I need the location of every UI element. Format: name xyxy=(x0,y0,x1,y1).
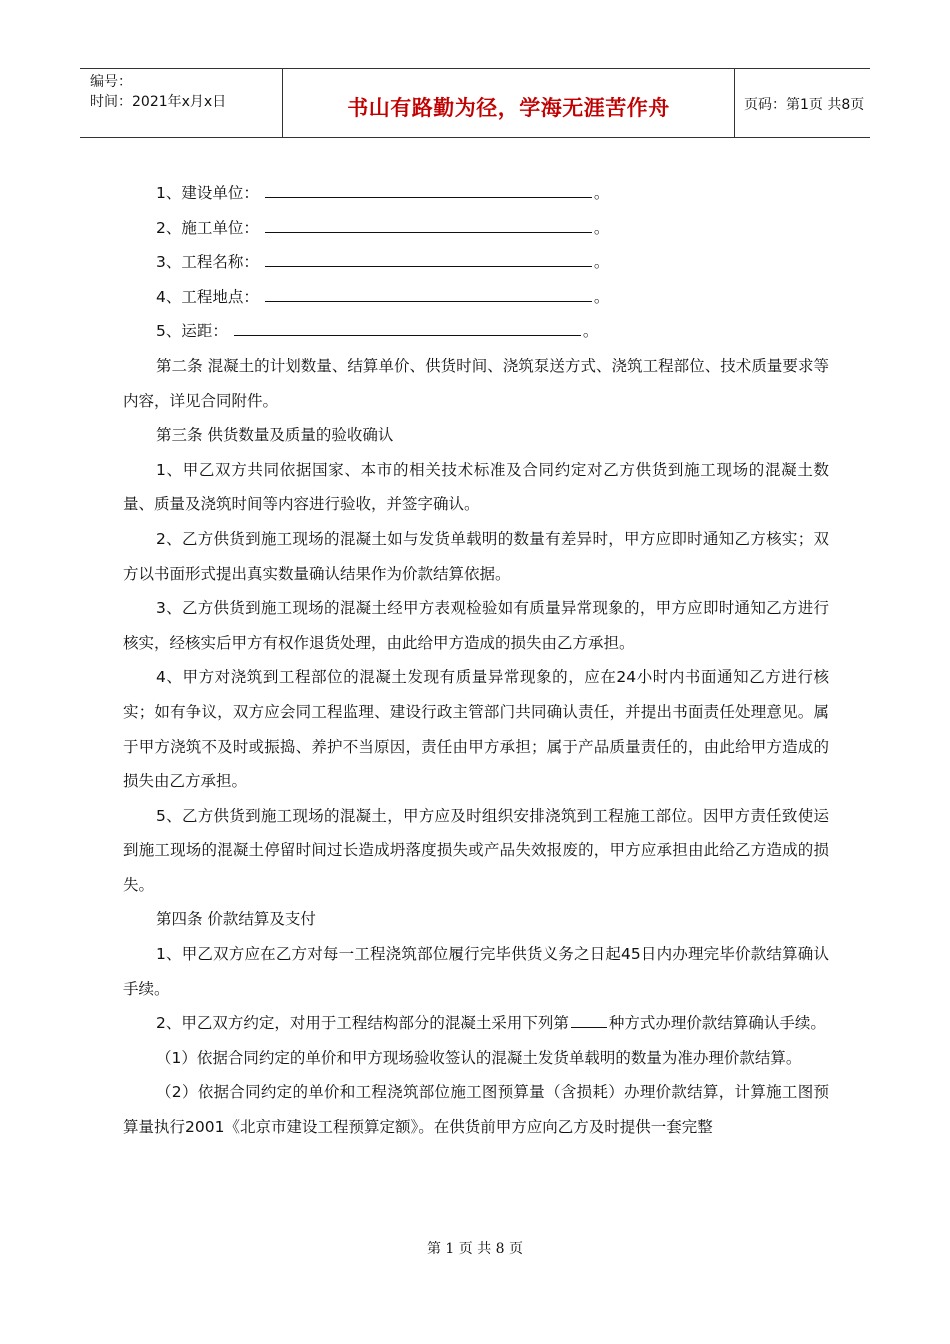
field-label: 5、运距： xyxy=(156,322,228,341)
article-2: 第二条 混凝土的计划数量、结算单价、供货时间、浇筑泵送方式、浇筑工程部位、技术质量要求等内容，详见合同附件。 xyxy=(123,356,829,410)
field-project-location xyxy=(123,280,829,315)
article-3-item-5: 5、乙方供货到施工现场的混凝土，甲方应及时组织安排浇筑到工程施工部位。因甲方责任致使运到施工现场的混凝土停留时间过长造成坍落度损失或产品失效报废的，甲方应承担由此给乙方造成的损失。 xyxy=(123,806,829,894)
field-builder-unit xyxy=(123,211,829,246)
article-3-title: 第三条 供货数量及质量的验收确认 xyxy=(156,426,394,445)
article-4-item-2-text-b: 种方式办理价款结算确认手续。 xyxy=(608,1014,826,1033)
field-end: 。 xyxy=(593,184,610,202)
document-header xyxy=(80,68,870,138)
header-page-code: 页码：第1页 共8页 xyxy=(744,97,865,113)
fill-line[interactable] xyxy=(265,180,592,198)
article-3-item-2: 2、乙方供货到施工现场的混凝土如与发货单载明的数量有差异时，甲方应即时通知乙方核实；双方以书面形式提出真实数量确认结果作为价款结算依据。 xyxy=(123,529,829,583)
document-number-label: 编号： xyxy=(90,74,132,90)
fill-line[interactable] xyxy=(265,215,592,233)
fill-line[interactable] xyxy=(265,284,592,302)
article-4-item-2-option-2: （2）依据合同约定的单价和工程浇筑部位施工图预算量（含损耗）办理价款结算，计算施工图预算量执行2001《北京市建设工程预算定额》。在供货前甲方应向乙方及时提供一套完整 xyxy=(123,1083,829,1137)
header-motto-cell xyxy=(282,69,735,137)
field-end: 。 xyxy=(593,253,610,272)
contract-body xyxy=(123,176,829,1145)
article-4-title: 第四条 价款结算及支付 xyxy=(156,910,316,929)
article-4-item-2-text-a: 2、甲乙双方约定，对用于工程结构部分的混凝土采用下列第 xyxy=(156,1014,569,1033)
field-label: 1、建设单位： xyxy=(156,184,259,202)
page-footer: 第 1 页 共 8 页 xyxy=(426,1241,524,1257)
fill-line[interactable] xyxy=(265,249,592,267)
field-construction-unit xyxy=(123,176,829,211)
article-4-item-2 xyxy=(123,1006,829,1041)
header-info-cell xyxy=(80,69,282,137)
field-distance xyxy=(123,314,829,349)
field-end: 。 xyxy=(593,218,610,237)
field-label: 3、工程名称： xyxy=(156,253,259,272)
article-4-item-1: 1、甲乙双方应在乙方对每一工程浇筑部位履行完毕供货义务之日起45日内办理完毕价款结算确认手续。 xyxy=(123,945,829,998)
header-page-cell xyxy=(734,69,870,137)
field-end: 。 xyxy=(593,287,610,306)
article-3-item-3: 3、乙方供货到施工现场的混凝土经甲方表观检验如有质量异常现象的，甲方应即时通知乙方进行核实，经核实后甲方有权作退货处理，由此给甲方造成的损失由乙方承担。 xyxy=(123,599,829,652)
document-date-label: 时间：2021年x月x日 xyxy=(90,94,227,110)
method-blank[interactable] xyxy=(571,1012,607,1028)
field-label: 2、施工单位： xyxy=(156,218,259,237)
fill-line[interactable] xyxy=(234,318,581,336)
field-project-name xyxy=(123,245,829,280)
article-3-item-4: 4、甲方对浇筑到工程部位的混凝土发现有质量异常现象的，应在24小时内书面通知乙方进行核实；如有争议，双方应会同工程监理、建设行政主管部门共同确认责任，并提出书面责任处理意见。属于甲方浇筑不及时或振捣、养护不当原因，责任由甲方承担；属于产品质量责任的，由此给甲方造成的损失由乙方承担。 xyxy=(123,668,829,791)
header-motto: 书山有路勤为径，学海无涯苦作舟 xyxy=(347,95,670,120)
article-4-item-2-option-1: （1）依据合同约定的单价和甲方现场验收签认的混凝土发货单载明的数量为准办理价款结算。 xyxy=(156,1048,802,1067)
field-end: 。 xyxy=(582,322,599,341)
field-label: 4、工程地点： xyxy=(156,287,259,306)
article-3-item-1: 1、甲乙双方共同依据国家、本市的相关技术标准及合同约定对乙方供货到施工现场的混凝土数量、质量及浇筑时间等内容进行验收，并签字确认。 xyxy=(123,460,829,514)
